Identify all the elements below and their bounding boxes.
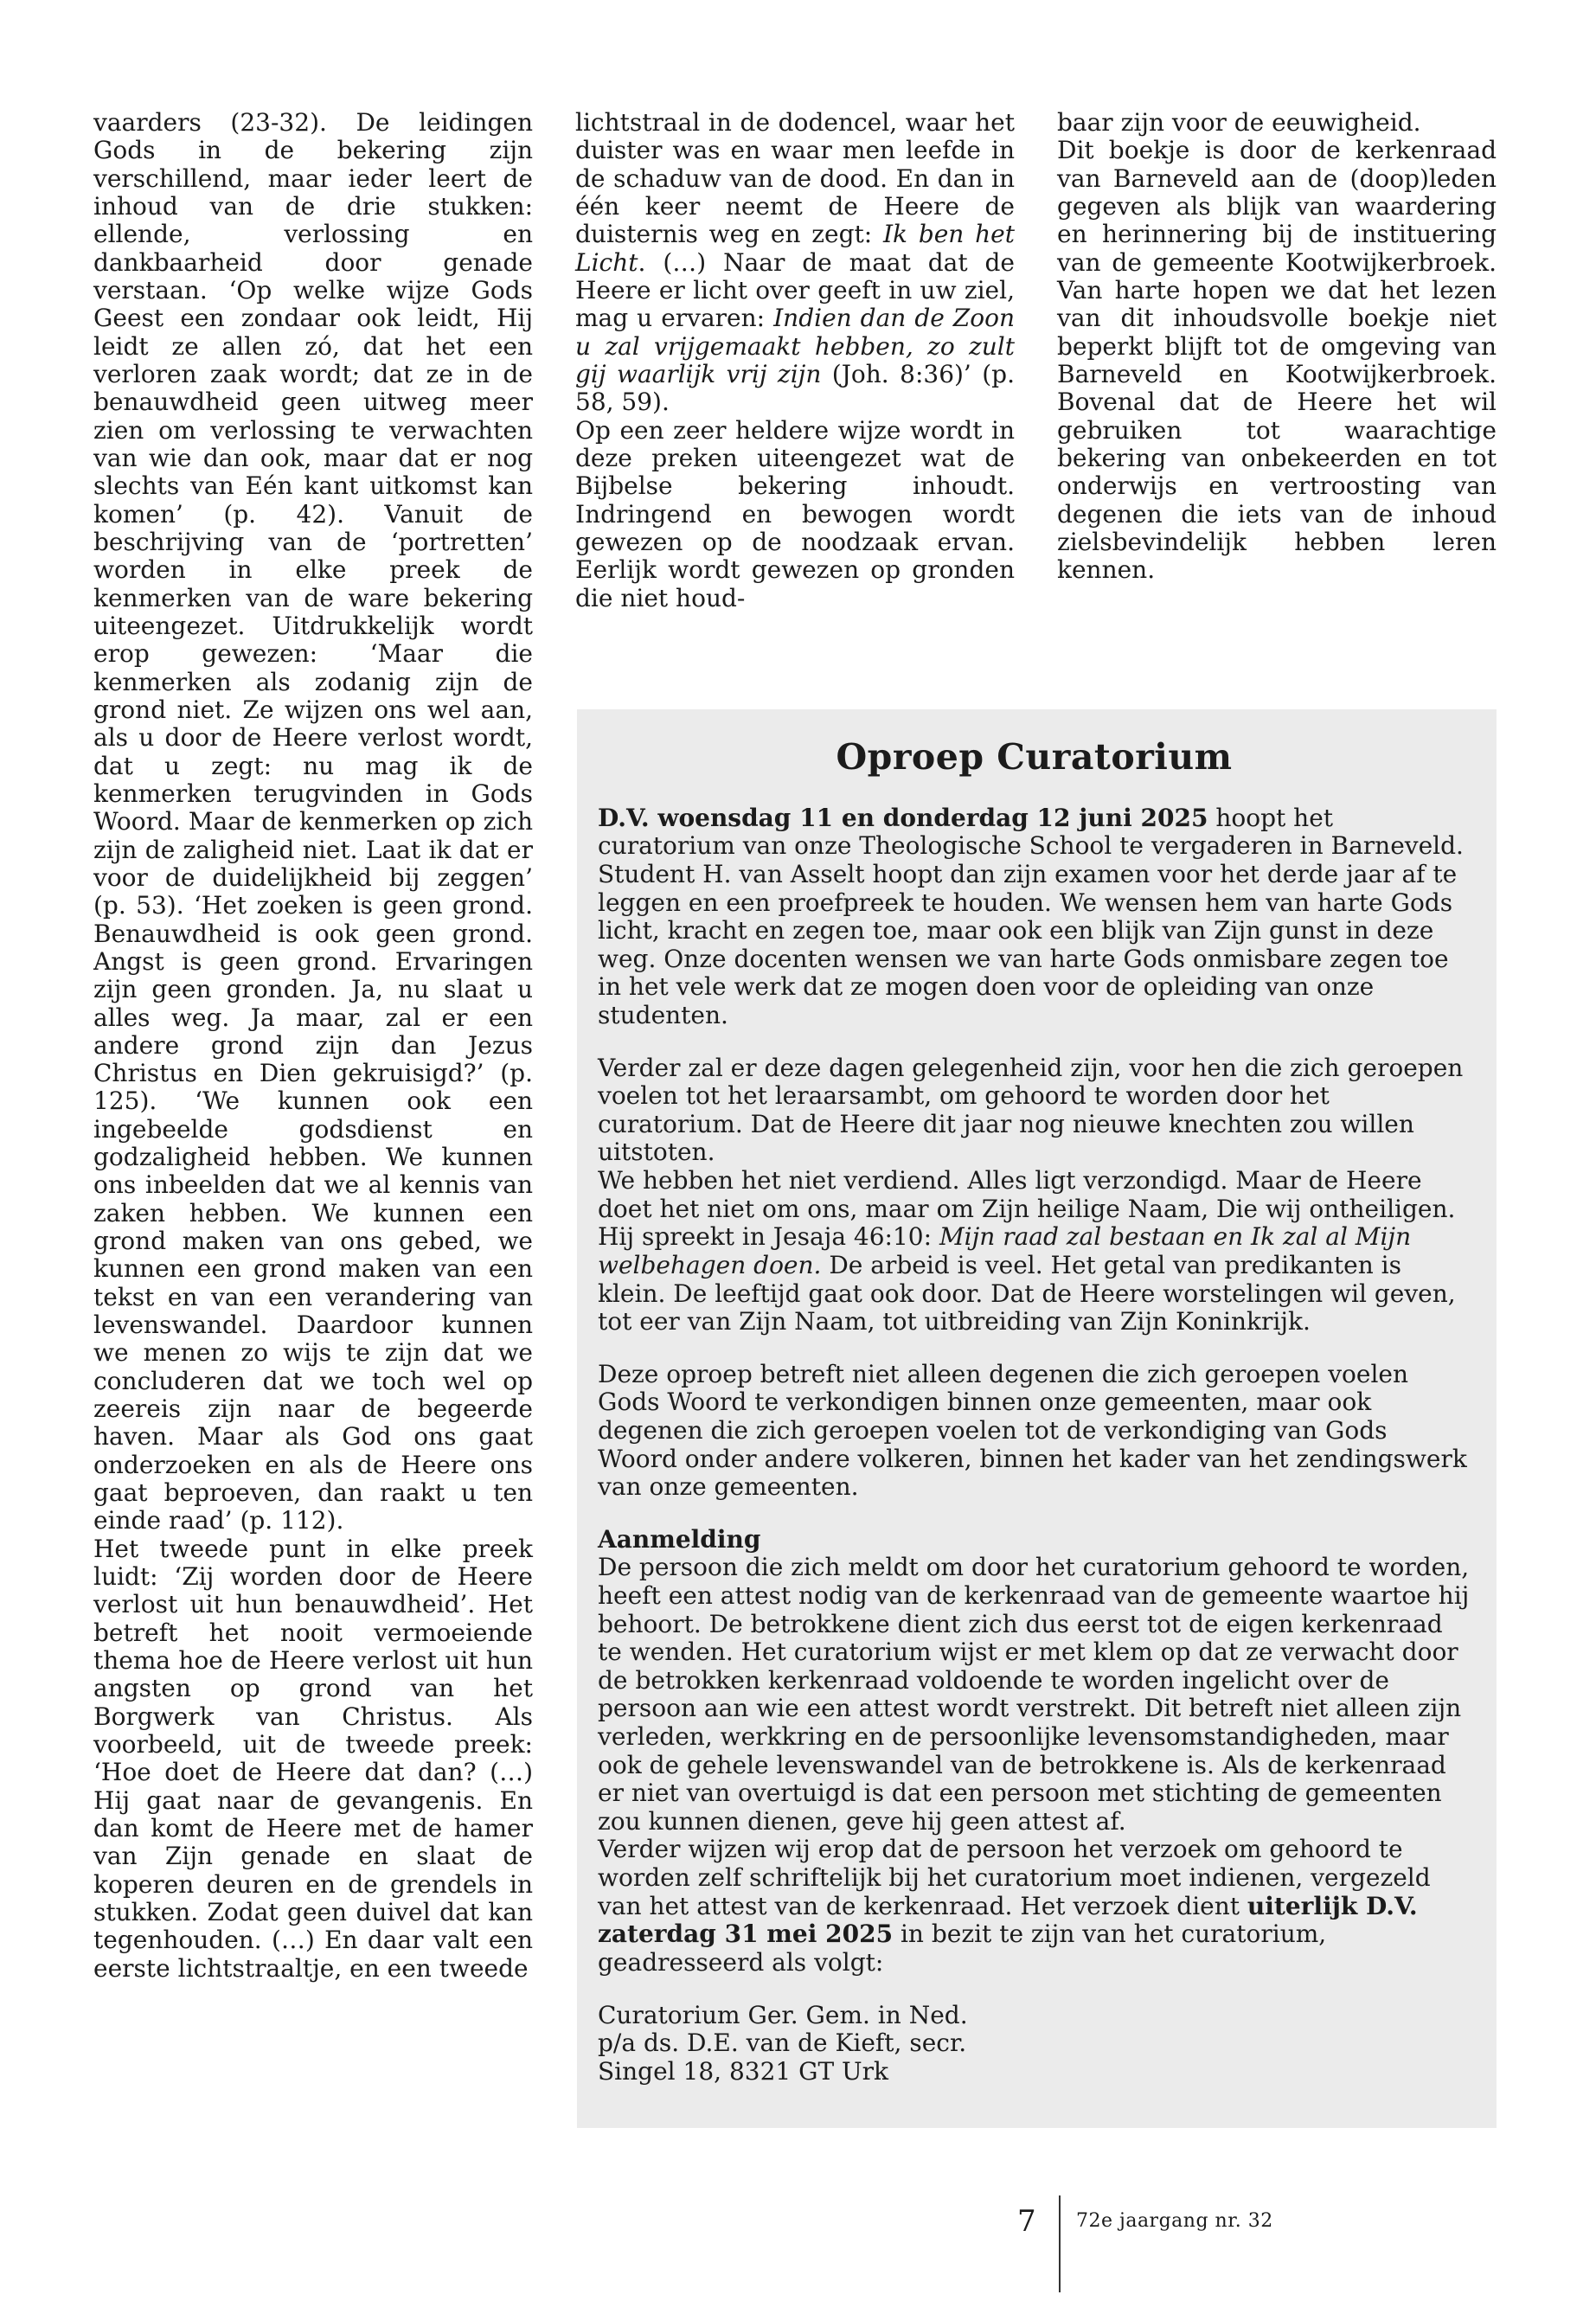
text-run: in bezit te zijn van het curatorium, geadresseerd als volgt: [598,1920,1327,1977]
bible-quote: Mijn raad zal bestaan en Ik zal al Mijn welbehagen doen. [598,1222,1412,1279]
column-1 [93,109,533,1983]
address-line: Curatorium Ger. Gem. in Ned. [598,2000,968,2029]
bible-quote: Indien dan de Zoon u zal vrijgemaakt hebben, zo zult gij waarlijk vrij zijn [575,304,1016,388]
column-3-paragraph-2: Dit boekje is door de kerkenraad van Barneveld aan de (doop)leden gegeven als blijk van waardering en herinnering bij de instituering van de gemeente Kootwijkerbroek. Van harte hopen we dat het lezen van dit inhoudsvolle boekje niet beperkt blijft tot de omgeving van Barneveld en Kootwijkerbroek. Bovenal dat de Heere het wil gebruiken tot waarachtige bekering van onbekeerden en tot onderwijs en vertroosting van degenen die iets van de inhoud zielsbevindelijk hebben leren kennen. [1057,136,1497,585]
text-run: (Joh. 8:36)’ (p. 58, 59). [575,359,1015,417]
text-run: hoopt het curatorium van onze Theologische School te vergaderen in Barneveld. [598,803,1464,861]
column-2 [575,109,1015,612]
column-2-paragraph-1 [575,109,1015,417]
text-run: De arbeid is veel. Het getal van predikanten is klein. De leeftijd gaat ook door. Dat de Heere worstelingen wil geven, tot eer van Zijn Naam, tot uitbreiding van Zijn Koninkrijk. [598,1250,1456,1336]
column-1-paragraph-1: vaarders (23-32). De leidingen Gods in de bekering zijn verschillend, maar ieder leert de inhoud van de drie stukken: ellende, verlossing en dankbaarheid door genade verstaan. ‘Op welke wijze Gods Geest een zondaar ook leidt, Hij leidt ze allen zó, dat het een verloren zaak wordt; dat ze in de benauwdheid geen uitweg meer zien om verlossing te verwachten van wie dan ook, maar dat er nog slechts van Eén kant uitkomst kan komen’ (p. 42). Vanuit de beschrijving van de ‘portretten’ worden in elke preek de kenmerken van de ware bekering uiteengezet. Uitdrukkelijk wordt erop gewezen: ‘Maar die kenmerken als zodanig zijn de grond niet. Ze wijzen ons wel aan, als u door de Heere verlost wordt, dat u zegt: nu mag ik de kenmerken terugvinden in Gods Woord. Maar de kenmerken op zich zijn de zaligheid niet. Laat ik dat er voor de duidelijkheid bij zeggen’ (p. 53). ‘Het zoeken is geen grond. Benauwdheid is ook geen grond. Angst is geen grond. Ervaringen zijn geen gronden. Ja, nu slaat u alles weg. Ja maar, zal er een andere grond zijn dan Jezus Christus en Dien gekruisigd?’ (p. 125). ‘We kunnen ook een ingebeelde godsdienst en godzaligheid hebben. We kunnen ons inbeelden dat we al kennis van zaken hebben. We kunnen een grond maken van ons gebed, we kunnen een grond maken van een tekst en van een verandering van levenswandel. Daardoor kunnen we menen zo wijs te zijn dat we concluderen dat we toch wel op zeereis zijn naar de begeerde haven. Maar als God ons gaat onderzoeken en als de Heere ons gaat beproeven, dan raakt u ten einde raad’ (p. 112). [93,108,533,1535]
curatorium-announcement-box [577,709,1497,2128]
bible-quote: Ik ben het Licht [575,220,1015,277]
text-run: Verder wijzen wij erop dat de persoon het verzoek om gehoord te worden zelf schriftelijk bij het curatorium moet indienen, vergezeld van het attest van de kerkenraad. Het verzoek dient [598,1835,1431,1920]
aanmelding-label: Aanmelding [598,1524,761,1554]
curatorium-opportunity: Verder zal er deze dagen gelegenheid zijn, voor hen die zich geroepen voelen tot het leraarsambt, om gehoord te worden door het curatorium. Dat de Heere dit jaar nog nieuwe knechten zou willen uitstoten. [598,1053,1464,1167]
issue-info: 72e jaargang nr. 32 [1076,2210,1273,2232]
text-run: We hebben het niet verdiend. Alles ligt verzondigd. Maar de Heere doet het niet om ons, maar om Zijn heilige Naam, Die wij ontheiligen. Hij spreekt in Jesaja 46:10: [598,1166,1456,1252]
aanmelding-attest: De persoon die zich meldt om door het curatorium gehoord te worden, heeft een attest nodig van de kerkenraad van de gemeente waartoe hij behoort. De betrokkene dient zich dus eerst tot de eigen kerkenraad te wenden. Het curatorium wijst er met klem op dat ze verwacht door de betrokken kerkenraad voldoende te worden ingelicht over de persoon aan wie een attest wordt verstrekt. Dit betreft niet alleen zijn verleden, werkkring en de persoonlijke levensomstandigheden, maar ook de gehele levenswandel van de betrokkene is. Als de kerkenraad er niet van overtuigd is dat een persoon met stichting de gemeenten zou kunnen dienen, geve hij geen attest af. [598,1553,1470,1836]
column-3-paragraph-1: baar zijn voor de eeuwigheid. [1057,108,1421,137]
postal-address [598,2002,1471,2086]
curatorium-intro [598,804,1471,861]
address-line: p/a ds. D.E. van de Kieft, secr. [598,2029,967,2058]
page-number: 7 [1017,2204,1036,2239]
curatorium-mission: Deze oproep betreft niet alleen degenen die zich geroepen voelen Gods Woord te verkondigen binnen onze gemeenten, maar ook degenen die zich geroepen voelen tot de verkondiging van Gods Woord onder andere volkeren, binnen het kader van het zendingswerk van onze gemeenten. [598,1359,1467,1502]
aanmelding-heading [598,1526,1471,1554]
column-3 [1057,109,1497,585]
text-run: . (…) Naar de maat dat de Heere er licht over geeft in uw ziel, mag u ervaren: [575,247,1015,333]
aanmelding-deadline [598,1836,1471,1977]
column-2-paragraph-2: Op een zeer heldere wijze wordt in deze preken uiteengezet wat de Bijbelse bekering inhoudt. Indringend en bewogen wordt gewezen op de noodzaak ervan. Eerlijk wordt gewezen op gronden die niet houd- [575,415,1015,612]
deadline-date: uiterlijk D.V. zaterdag 31 mei 2025 [598,1891,1418,1949]
curatorium-scripture [598,1167,1471,1336]
address-line: Singel 18, 8321 GT Urk [598,2056,888,2086]
footer-divider [1059,2195,1061,2292]
meeting-dates: D.V. woensdag 11 en donderdag 12 juni 2025 [598,803,1208,832]
column-1-paragraph-2: Het tweede punt in elke preek luidt: ‘Zij worden door de Heere verlost uit hun benauwdheid’. Het betreft het nooit vermoeiende thema hoe de Heere verlost uit hun angsten op grond van het Borgwerk van Christus. Als voorbeeld, uit de tweede preek: ‘Hoe doet de Heere dat dan? (…) Hij gaat naar de gevangenis. En dan komt de Heere met de hamer van Zijn genade en slaat de koperen deuren en de grendels in stukken. Zodat geen duivel dat kan tegenhouden. (…) En daar valt een eerste lichtstraaltje, en een tweede [93,1534,533,1983]
curatorium-title: Oproep Curatorium [836,736,1233,778]
text-run: lichtstraal in de dodencel, waar het duister was en waar men leefde in de schaduw van de dood. En dan in één keer neemt de Heere de duisternis weg en zegt: [575,108,1015,249]
curatorium-student: Student H. van Asselt hoopt dan zijn examen voor het derde jaar af te leggen en een proefpreek te houden. We wensen hem van harte Gods licht, kracht en zegen toe, maar ook een blijk van Zijn gunst in deze weg. Onze docenten wensen we van harte Gods onmisbare zegen toe in het vele werk dat ze mogen doen voor de opleiding van onze studenten. [598,859,1458,1030]
